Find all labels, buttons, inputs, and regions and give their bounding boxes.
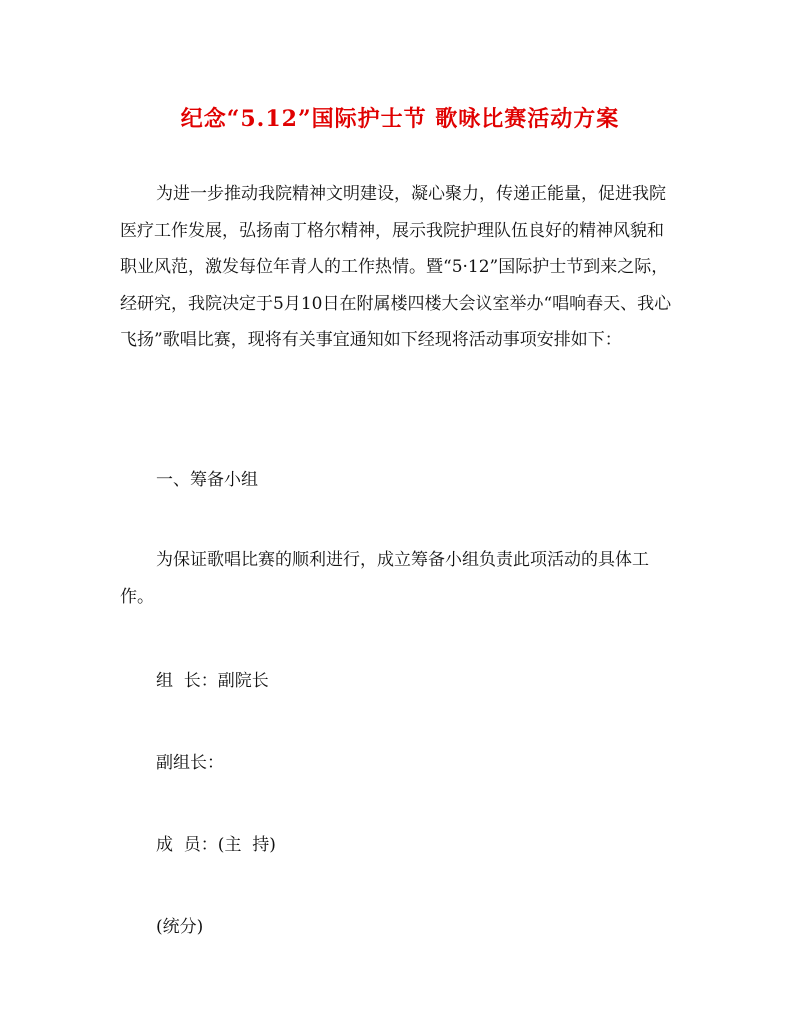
scoring-line: (统分) (156, 917, 204, 937)
intro-paragraph: 为进一步推动我院精神文明建设，凝心聚力，传递正能量，促进我院医疗工作发展，弘扬南丁格尔精神，展示我院护理队伍良好的精神风貌和职业风范，激发每位年青人的工作热情。暨“5·12”国际护士节到来之际，经研究，我院决定于5月10日在附属楼四楼大会议室举办“唱响春天、我心飞扬”歌唱比赛，现将有关事宜通知如下经现将活动事项安排如下： (120, 184, 672, 351)
section1-body: 为保证歌唱比赛的顺利进行，成立筹备小组负责此项活动的具体工作。 (120, 550, 649, 607)
document-title: 纪念“5.12”国际护士节 歌咏比赛活动方案 (180, 106, 620, 132)
deputy-leader-line: 副组长： (156, 753, 224, 773)
members-line: 成 员：(主 持) (156, 835, 276, 855)
section1-heading: 一、筹备小组 (156, 470, 258, 490)
leader-line: 组 长：副院长 (156, 671, 269, 691)
